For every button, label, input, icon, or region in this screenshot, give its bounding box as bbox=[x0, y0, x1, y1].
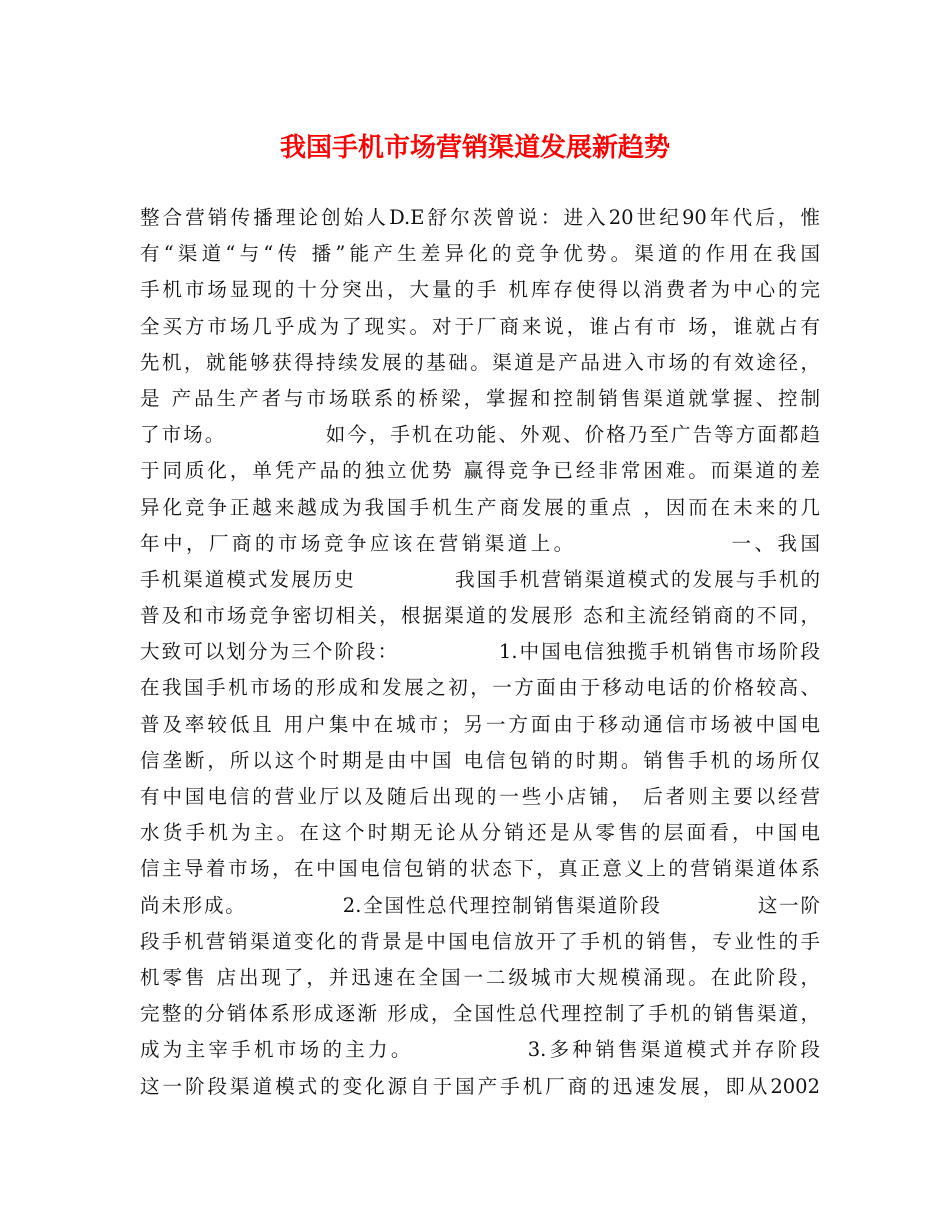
body-line: 普及和市场竞争密切相关，根据渠道的发展形 态和主流经销商的不同， bbox=[140, 604, 820, 628]
body-line: 普及率较低且 用户集中在城市；另一方面由于移动通信市场被中国电 bbox=[140, 712, 820, 736]
body-line: 有中国电信的营业厅以及随后出现的一些小店铺， 后者则主要以经营 bbox=[140, 785, 820, 808]
body-line: 大致可以划分为三个阶段： 1.中国电信独揽手机销售市场阶段 bbox=[140, 640, 820, 664]
body-line: 全买方市场几乎成为了现实。对于厂商来说，谁占有市 场，谁就占有 bbox=[140, 314, 820, 338]
body-line: 了市场。 如今，手机在功能、外观、价格乃至广告等方面都趋 bbox=[140, 423, 820, 447]
body-line: 年中，厂商的市场竞争应该在营销渠道上。 一、我国 bbox=[140, 531, 820, 555]
body-line: 整合营销传播理论创始人D.E舒尔茨曾说：进入20世纪90年代后，惟 bbox=[140, 206, 820, 229]
body-line: 有“渠道“与“传 播”能产生差异化的竞争优势。渠道的作用在我国 bbox=[140, 242, 820, 266]
body-line: 异化竞争正越来越成为我国手机生产商发展的重点 ，因而在未来的几 bbox=[140, 495, 820, 519]
body-line: 尚未形成。 2.全国性总代理控制销售渠道阶段 这一阶 bbox=[140, 893, 820, 917]
document-title: 我国手机市场营销渠道发展新趋势 bbox=[279, 133, 670, 163]
body-line: 完整的分销体系形成逐渐 形成，全国性总代理控制了手机的销售渠道， bbox=[140, 1002, 820, 1026]
body-line: 手机市场显现的十分突出，大量的手 机库存使得以消费者为中心的完 bbox=[140, 278, 820, 302]
body-line: 信垄断，所以这个时期是由中国 电信包销的时期。销售手机的场所仅 bbox=[140, 748, 820, 772]
body-line: 成为主宰手机市场的主力。 3.多种销售渠道模式并存阶段 bbox=[140, 1038, 820, 1062]
document-body bbox=[140, 200, 820, 1105]
body-line: 段手机营销渠道变化的背景是中国电信放开了手机的销售，专业性的手 bbox=[140, 929, 820, 953]
body-line: 水货手机为主。在这个时期无论从分销还是从零售的层面看，中国电 bbox=[140, 821, 820, 845]
body-line: 在我国手机市场的形成和发展之初，一方面由于移动电话的价格较高、 bbox=[140, 676, 820, 700]
body-line: 是 产品生产者与市场联系的桥梁，掌握和控制销售渠道就掌握、控制 bbox=[140, 386, 820, 410]
body-line: 先机，就能够获得持续发展的基础。渠道是产品进入市场的有效途径， bbox=[140, 350, 820, 374]
body-line: 这一阶段渠道模式的变化源自于国产手机厂商的迅速发展，即从2002 bbox=[140, 1074, 820, 1098]
body-line: 手机渠道模式发展历史 我国手机营销渠道模式的发展与手机的 bbox=[140, 567, 820, 591]
body-line: 机零售 店出现了，并迅速在全国一二级城市大规模涌现。在此阶段， bbox=[140, 965, 820, 989]
body-line: 于同质化，单凭产品的独立优势 赢得竞争已经非常困难。而渠道的差 bbox=[140, 459, 820, 483]
body-line: 信主导着市场，在中国电信包销的状态下，真正意义上的营销渠道体系 bbox=[140, 857, 820, 881]
